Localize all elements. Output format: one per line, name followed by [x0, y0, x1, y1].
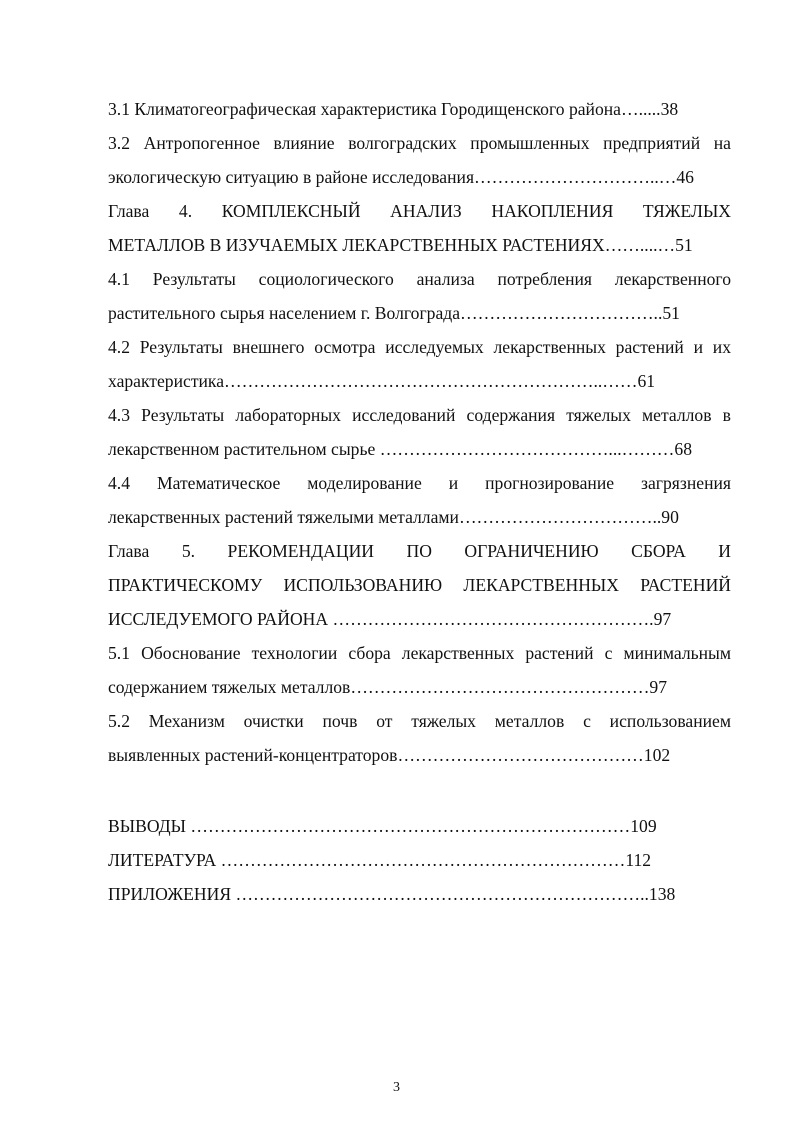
toc-entry-literature: ЛИТЕРАТУРА ……………………………………………………………112: [108, 850, 652, 870]
toc-chapter-4-continuation: МЕТАЛЛОВ В ИЗУЧАЕМЫХ ЛЕКАРСТВЕННЫХ РАСТЕНИЯХ……....…51: [108, 235, 693, 255]
toc-entry-4-1-continuation: растительного сырья населением г. Волгограда……………………………..51: [108, 303, 680, 323]
toc-entry-appendices: ПРИЛОЖЕНИЯ ……………………………………………………………..138: [108, 884, 676, 904]
toc-entry-3-2-title: 3.2 Антропогенное влияние волгоградских промышленных предприятий на: [108, 133, 731, 153]
toc-chapter-5-title-cont: ПРАКТИЧЕСКОМУ ИСПОЛЬЗОВАНИЮ ЛЕКАРСТВЕННЫХ РАСТЕНИЙ: [108, 575, 731, 595]
toc-entry-4-2-title: 4.2 Результаты внешнего осмотра исследуемых лекарственных растений и их: [108, 337, 731, 357]
toc-entry-4-1-title: 4.1 Результаты социологического анализа потребления лекарственного: [108, 269, 731, 289]
table-of-contents: [108, 92, 731, 911]
toc-entry-3-1: 3.1 Климатогеографическая характеристика Городищенского района….....38: [108, 99, 679, 119]
toc-chapter-4-title: Глава 4. КОМПЛЕКСНЫЙ АНАЛИЗ НАКОПЛЕНИЯ ТЯЖЕЛЫХ: [108, 201, 731, 221]
toc-chapter-5-continuation: ИССЛЕДУЕМОГО РАЙОНА ……………………………………………….97: [108, 609, 672, 629]
toc-entry-3-2-continuation: экологическую ситуацию в районе исследования…………………………..…46: [108, 167, 694, 187]
toc-entry-4-3-continuation: лекарственном растительном сырье …………………………………...………68: [108, 439, 692, 459]
toc-entry-conclusions: ВЫВОДЫ …………………………………………………………………109: [108, 816, 657, 836]
toc-entry-5-1-continuation: содержанием тяжелых металлов……………………………………………97: [108, 677, 668, 697]
toc-entry-4-4-title: 4.4 Математическое моделирование и прогнозирование загрязнения: [108, 473, 731, 493]
toc-spacer: [108, 772, 731, 809]
toc-entry-4-2-continuation: характеристика………………………………………………………..……61: [108, 371, 656, 391]
toc-entry-5-2-continuation: выявленных растений-концентраторов……………………………………102: [108, 745, 671, 765]
toc-entry-5-1-title: 5.1 Обоснование технологии сбора лекарственных растений с минимальным: [108, 643, 731, 663]
toc-entry-4-3-title: 4.3 Результаты лабораторных исследований содержания тяжелых металлов в: [108, 405, 731, 425]
toc-entry-5-2-title: 5.2 Механизм очистки почв от тяжелых металлов с использованием: [108, 711, 731, 731]
toc-entry-4-4-continuation: лекарственных растений тяжелыми металлами……………………………..90: [108, 507, 679, 527]
page-number: 3: [393, 1080, 400, 1095]
toc-chapter-5-title: Глава 5. РЕКОМЕНДАЦИИ ПО ОГРАНИЧЕНИЮ СБОРА И: [108, 541, 731, 561]
